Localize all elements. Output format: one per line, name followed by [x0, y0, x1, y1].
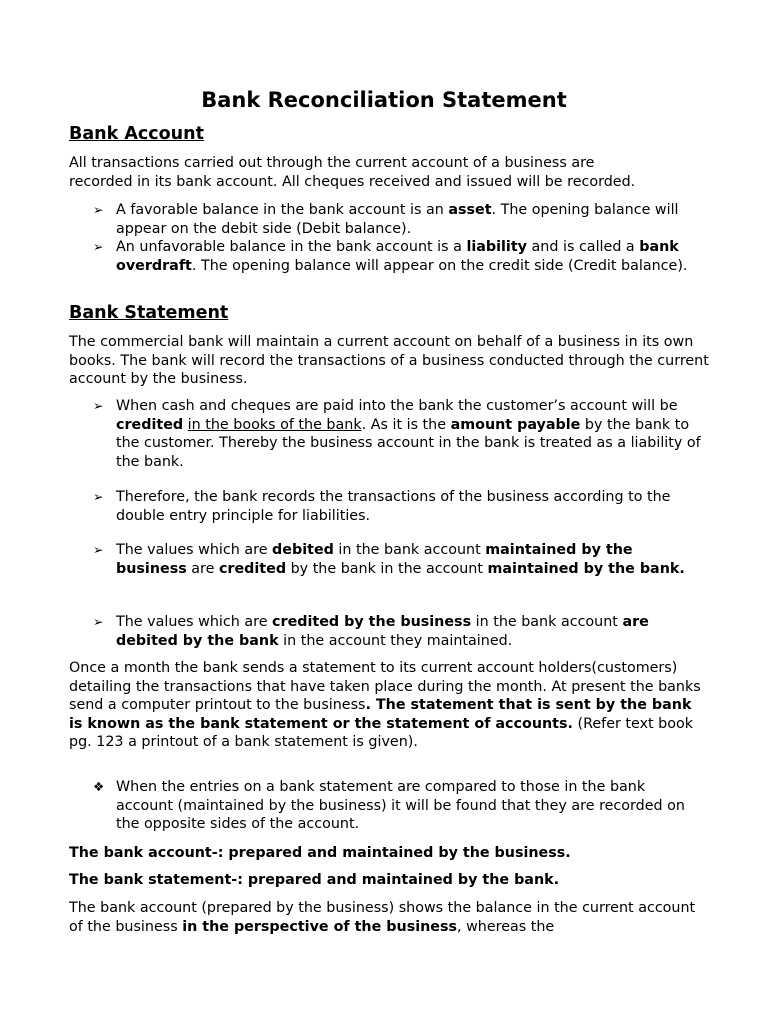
bullet-text: When the entries on a bank statement are compared to those in the bank account (maintained by the business) it will be found that they are recorded on the opposite sides of the account.: [116, 779, 685, 833]
bullet-asset: [93, 201, 713, 238]
definition-bank-account: The bank account-: prepared and maintained by the business.: [69, 845, 571, 861]
perspective-paragraph: The bank account (prepared by the business) shows the balance in the current account of the business in the perspective of the business, whereas the: [69, 900, 696, 935]
bullet-arrow-icon: ➢: [93, 202, 104, 217]
bullet-arrow-icon: ➢: [93, 398, 104, 413]
bullet-arrow-icon: ➢: [93, 614, 104, 629]
bullet-text: Therefore, the bank records the transactions of the business according to the double entry principle for liabilities.: [116, 489, 671, 524]
bullet-text: The values which are debited in the bank account maintained by the business are credited by the bank in the account maintained by the bank.: [116, 542, 685, 577]
section-heading-bank-statement: Bank Statement: [69, 303, 229, 323]
bullet-arrow-icon: ➢: [93, 239, 104, 254]
bank-account-intro-line-2: recorded in its bank account. All cheques received and issued will be recorded.: [69, 173, 636, 190]
diamond-bullet-icon: ❖: [93, 779, 105, 794]
page-title: Bank Reconciliation Statement: [201, 88, 567, 112]
bank-statement-intro: The commercial bank will maintain a current account on behalf of a business in its own books. The bank will record the transactions of a business conducted through the current account by the business.: [69, 334, 709, 388]
bullet-credited: [93, 397, 713, 471]
bullet-arrow-icon: ➢: [93, 542, 104, 557]
bullet-arrow-icon: ➢: [93, 489, 104, 504]
definition-bank-statement: The bank statement-: prepared and maintained by the bank.: [69, 872, 560, 888]
bullet-debited: [93, 541, 713, 578]
bullet-text: The values which are credited by the business in the bank account are debited by the bank in the account they maintained.: [116, 614, 649, 649]
bank-account-intro-line-1: All transactions carried out through the current account of a business are: [69, 155, 595, 171]
bullet-credited-by-business: [93, 613, 713, 650]
bank-account-intro: [69, 154, 709, 191]
bullet-text: A favorable balance in the bank account is an asset. The opening balance will appear on the debit side (Debit balance).: [116, 202, 679, 237]
bullet-liability: [93, 238, 713, 275]
bullet-text: An unfavorable balance in the bank account is a liability and is called a bank overdraft. The opening balance will appear on the credit side (Credit balance).: [116, 239, 688, 274]
bullet-double-entry: [93, 488, 713, 525]
bullet-text: When cash and cheques are paid into the bank the customer’s account will be credited in the books of the bank. As it is the amount payable by the bank to the customer. Thereby the business account in the bank is treated as a liability of the bank.: [116, 398, 701, 470]
bullet-opposite-sides: [93, 778, 713, 834]
monthly-statement-paragraph: Once a month the bank sends a statement to its current account holders(customers) detailing the transactions that have taken place during the month. At present the banks send a computer printout to the business. The statement that is sent by the bank is known as the bank statement or the statement of accounts. (Refer text book pg. 123 a printout of a bank statement is given).: [69, 660, 701, 751]
section-heading-bank-account: Bank Account: [69, 124, 204, 144]
